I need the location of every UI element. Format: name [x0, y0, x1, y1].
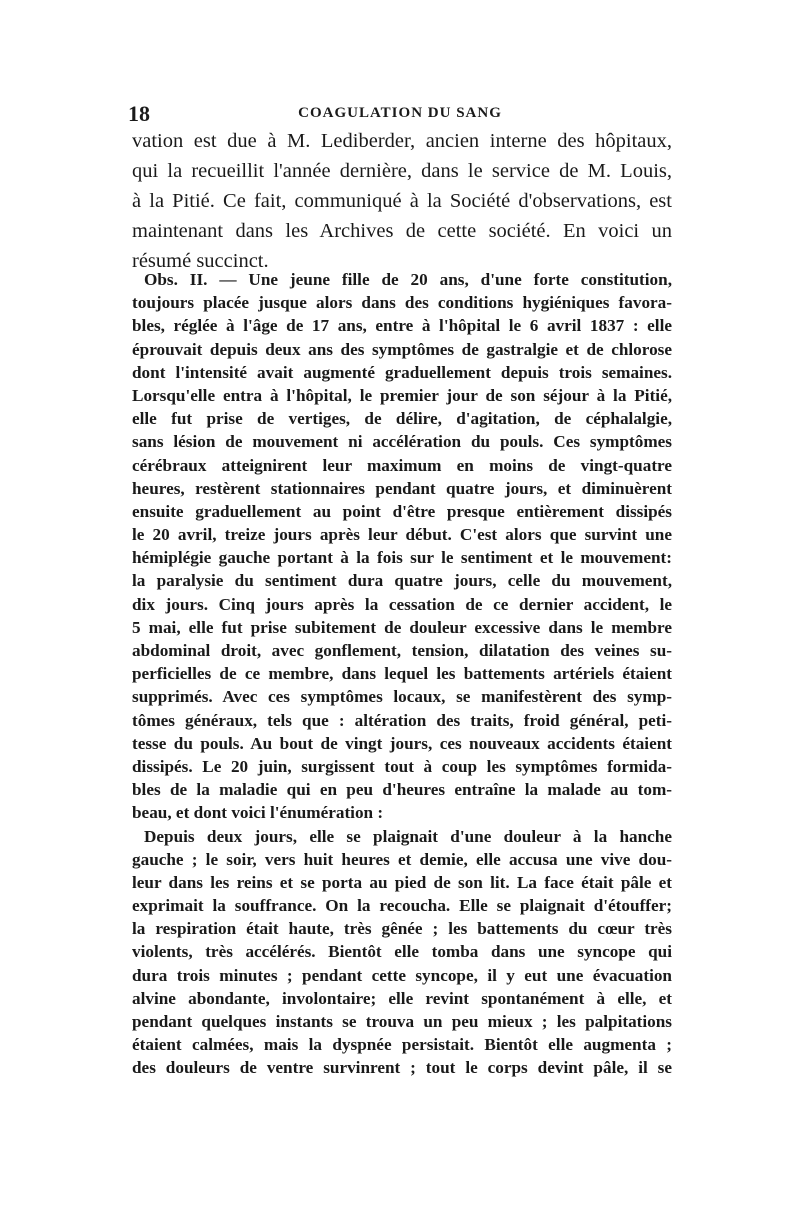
page-header — [128, 101, 672, 125]
intro-paragraph — [132, 126, 672, 276]
text-line: vation est due à M. Lediberder, ancien interne des hôpitaux, — [132, 130, 672, 152]
text-line: alvine abondante, involontaire; elle revint spontanément à elle, et — [132, 988, 672, 1008]
text-line: beau, et dont voici l'énumération : — [132, 803, 384, 823]
text-line: étaient calmées, mais la dyspnée persistait. Bientôt elle augmenta ; — [132, 1035, 672, 1055]
text-line: leur dans les reins et se porta au pied de son lit. La face était pâle et — [132, 872, 672, 892]
text-line: maintenant dans les Archives de cette société. En voici un — [132, 220, 672, 242]
text-line: dont l'intensité avait augmenté graduellement depuis trois semaines. — [132, 362, 672, 382]
page-number: 18 — [128, 101, 150, 126]
observation-paragraph — [132, 268, 672, 1080]
text-line: le 20 avril, treize jours après leur début. C'est alors que survint une — [132, 525, 672, 545]
text-line: Lorsqu'elle entra à l'hôpital, le premier jour de son séjour à la Pitié, — [132, 385, 672, 405]
text-line: violents, très accélérés. Bientôt elle tomba dans une syncope qui — [132, 942, 672, 962]
text-line: dura trois minutes ; pendant cette syncope, il y eut une évacuation — [132, 965, 672, 985]
text-line: elle fut prise de vertiges, de délire, d'agitation, de céphalalgie, — [132, 409, 672, 429]
text-line: exprimait la souffrance. On la recoucha. Elle se plaignait d'étouffer; — [132, 896, 672, 916]
text-line: tômes généraux, tels que : altération des traits, froid général, peti- — [132, 710, 672, 730]
text-line: la paralysie du sentiment dura quatre jours, celle du mouvement, — [132, 571, 672, 591]
text-line: éprouvait depuis deux ans des symptômes de gastralgie et de chlorose — [132, 339, 672, 359]
text-line: des douleurs de ventre survinrent ; tout le corps devint pâle, il se — [132, 1058, 672, 1078]
running-head: COAGULATION DU SANG — [298, 105, 502, 121]
text-line: résumé succinct. — [132, 250, 269, 272]
text-line: heures, restèrent stationnaires pendant quatre jours, et diminuèrent — [132, 478, 672, 498]
text-line: 5 mai, elle fut prise subitement de douleur excessive dans le membre — [132, 617, 672, 637]
text-line: toujours placée jusque alors dans des conditions hygiéniques favora- — [132, 293, 672, 313]
text-line: hémiplégie gauche portant à la fois sur le sentiment et le mouvement: — [132, 548, 672, 568]
text-line: ensuite graduellement au point d'être presque entièrement dissipés — [132, 501, 672, 521]
text-line: la respiration était haute, très gênée ; les battements du cœur très — [132, 919, 672, 939]
text-line: gauche ; le soir, vers huit heures et demie, elle accusa une vive dou- — [132, 849, 672, 869]
text-line: supprimés. Avec ces symptômes locaux, se manifestèrent des symp- — [132, 687, 672, 707]
text-line: à la Pitié. Ce fait, communiqué à la Société d'observations, est — [132, 190, 672, 212]
text-line: tesse du pouls. Au bout de vingt jours, ces nouveaux accidents étaient — [132, 733, 672, 753]
text-line: sans lésion de mouvement ni accélération du pouls. Ces symptômes — [132, 432, 672, 452]
text-line: cérébraux atteignirent leur maximum en moins de vingt-quatre — [132, 455, 672, 475]
text-line: bles de la maladie qui en peu d'heures entraîne la malade au tom- — [132, 780, 672, 800]
text-line: qui la recueillit l'année dernière, dans le service de M. Louis, — [132, 160, 672, 182]
text-line: Depuis deux jours, elle se plaignait d'une douleur à la hanche — [144, 826, 672, 846]
text-line: abdominal droit, avec gonflement, tension, dilatation des veines su- — [132, 641, 672, 660]
text-line: perficielles de ce membre, dans lequel les battements artériels étaient — [132, 664, 672, 684]
text-line: dix jours. Cinq jours après la cessation de ce dernier accident, le — [132, 594, 672, 614]
text-line: dissipés. Le 20 juin, surgissent tout à coup les symptômes formida- — [132, 756, 672, 776]
text-line: bles, réglée à l'âge de 17 ans, entre à l'hôpital le 6 avril 1837 : elle — [132, 316, 672, 336]
text-line: pendant quelques instants se trouva un peu mieux ; les palpitations — [132, 1012, 672, 1031]
text-line: Obs. II. — Une jeune fille de 20 ans, d'une forte constitution, — [144, 270, 672, 289]
